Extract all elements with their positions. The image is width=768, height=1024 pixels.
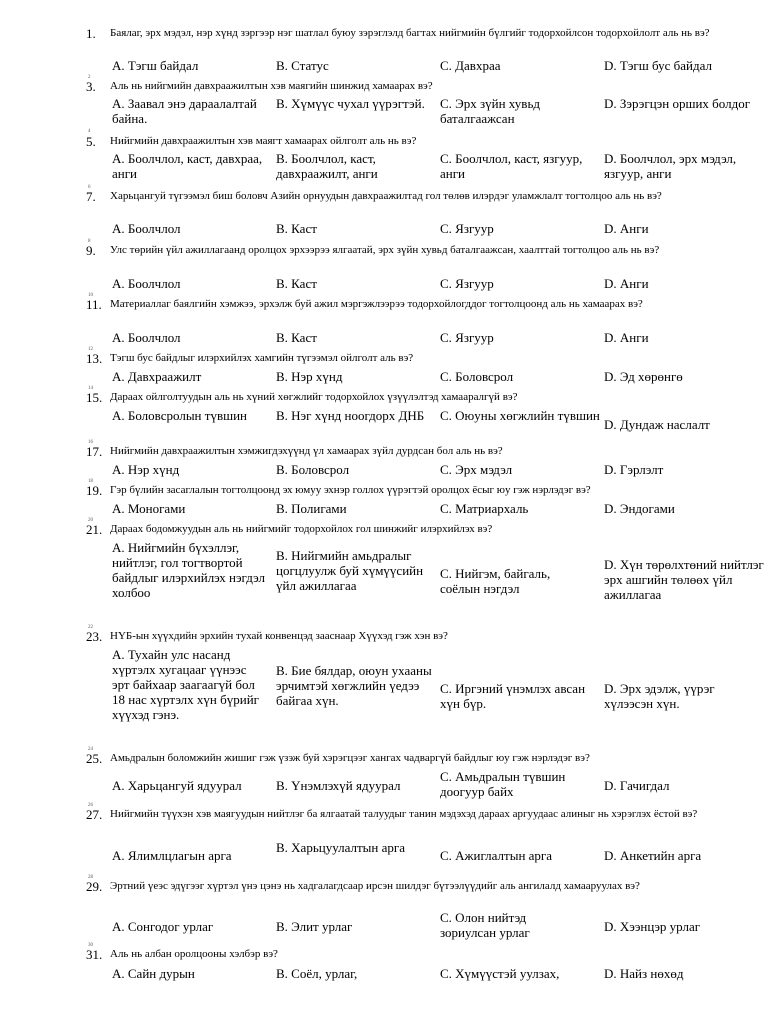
option-d[interactable]: D. Эрх эдэлж, үүрэг хүлээсэн хүн. xyxy=(604,681,715,711)
option-d[interactable]: D. Тэгш бус байдал xyxy=(604,58,712,73)
question-number: 27. xyxy=(86,807,103,822)
option-c[interactable]: C. Оюуны хөгжлийн түвшин xyxy=(440,408,600,423)
option-c[interactable]: C. Хүмүүстэй уулзах, xyxy=(440,966,560,981)
skipped-number: 4 xyxy=(88,129,91,134)
question-number: 25. xyxy=(86,751,103,766)
option-a[interactable]: A. Нэр хүнд xyxy=(112,462,180,477)
option-c[interactable]: C. Ажиглалтын арга xyxy=(440,848,553,863)
option-a[interactable]: A. Моногами xyxy=(112,501,186,516)
question-text: Нийгмийн давхраажилтын хэмжигдэхүүнд үл хамаарах зүйл дурдсан бол аль нь вэ? xyxy=(110,445,503,457)
skipped-number: 24 xyxy=(88,747,93,752)
option-a[interactable]: A. Сайн дурын xyxy=(112,966,195,981)
skipped-number: 8 xyxy=(88,239,91,244)
skipped-number: 16 xyxy=(88,440,93,445)
question-number: 11. xyxy=(86,297,102,312)
option-d[interactable]: D. Эд хөрөнгө xyxy=(604,369,683,384)
question-number: 19. xyxy=(86,483,103,498)
question-number: 1. xyxy=(86,26,96,41)
skipped-number: 12 xyxy=(88,347,93,352)
question-number: 23. xyxy=(86,629,103,644)
question-text: Харьцангуй түгээмэл биш боловч Азийн орнуудын давхраажилтад гол төлөв илэрдэг уламжлалт тогтолцоо аль нь вэ? xyxy=(110,190,662,202)
option-b[interactable]: B. Нэг хүнд ноогдорх ДНБ xyxy=(276,408,425,423)
skipped-number: 28 xyxy=(88,875,93,880)
question-text: Нийгмийн түүхэн хэв маягуудын нийтлэг ба ялгаатай талуудыг танин мэдэхэд дараах аргуудаас алиныг нь хэрэглэх ёстой вэ? xyxy=(110,808,698,820)
question-text: Гэр бүлийн засаглалын тогтолцоонд эх юмуу эхнэр голлох үүрэгтэй оролцох ёсыг юу гэж нэрлэдэг вэ? xyxy=(110,484,591,496)
question-text: Аль нь албан оролцооны хэлбэр вэ? xyxy=(110,948,278,960)
question-number: 3. xyxy=(86,79,96,94)
option-d[interactable]: D. Гачигдал xyxy=(604,778,670,793)
option-c[interactable]: C. Язгуур xyxy=(440,330,494,345)
option-a[interactable]: A. Тухайн улс насанд хүртэлх хугацааг үүнээс эрт байхаар заагаагүй бол 18 нас хүртэлх хүн бүрийг хүүхэд гэнэ. xyxy=(112,647,259,722)
option-b[interactable]: B. Соёл, урлаг, xyxy=(276,966,358,981)
option-c[interactable]: C. Давхраа xyxy=(440,58,501,73)
option-c[interactable]: C. Язгуур xyxy=(440,221,494,236)
option-b[interactable]: B. Элит урлаг xyxy=(276,919,353,934)
option-d[interactable]: D. Анги xyxy=(604,330,649,345)
option-b[interactable]: B. Каст xyxy=(276,276,317,291)
option-a[interactable]: A. Давхраажилт xyxy=(112,369,202,384)
option-d[interactable]: D. Боолчлол, эрх мэдэл, язгуур, анги xyxy=(604,151,737,181)
skipped-number: 30 xyxy=(88,943,93,948)
option-b[interactable]: B. Полигами xyxy=(276,501,347,516)
skipped-number: 10 xyxy=(88,293,93,298)
option-a[interactable]: A. Сонгодог урлаг xyxy=(112,919,214,934)
question-number: 9. xyxy=(86,243,96,258)
question-number: 7. xyxy=(86,189,96,204)
option-c[interactable]: C. Язгуур xyxy=(440,276,494,291)
option-c[interactable]: C. Нийгэм, байгаль, соёлын нэгдэл xyxy=(440,566,551,596)
option-d[interactable]: D. Зэрэгцэн орших болдог xyxy=(604,96,751,111)
skipped-number: 2 xyxy=(88,75,91,80)
skipped-number: 18 xyxy=(88,479,93,484)
question-number: 5. xyxy=(86,134,96,149)
question-text: Амьдралын боломжийн жишиг гэж үзэж буй хэрэгцээг хангах чадваргүй байдлыг юу гэж нэрлэдэг вэ? xyxy=(110,752,590,764)
option-a[interactable]: A. Харьцангуй ядуурал xyxy=(112,778,242,793)
option-a[interactable]: A. Заавал энэ дараалалтай байна. xyxy=(112,96,257,126)
skipped-number: 6 xyxy=(88,185,91,190)
option-b[interactable]: B. Каст xyxy=(276,221,317,236)
option-b[interactable]: B. Каст xyxy=(276,330,317,345)
option-d[interactable]: D. Хээнцэр урлаг xyxy=(604,919,701,934)
question-number: 17. xyxy=(86,444,103,459)
option-a[interactable]: A. Нийгмийн бүхэллэг, нийтлэг, гол тогтвортой байдлыг илэрхийлэх нэгдэл холбоо xyxy=(112,540,265,600)
question-text: Аль нь нийгмийн давхраажилтын хэв маягийн шинжид хамаарах вэ? xyxy=(110,80,433,92)
question-text: НҮБ-ын хүүхдийн эрхийн тухай конвенцэд зааснаар Хүүхэд гэж хэн вэ? xyxy=(110,630,448,642)
option-b[interactable]: B. Харьцуулалтын арга xyxy=(276,840,405,855)
question-text: Дараах ойлголтуудын аль нь хүний хөгжлийг тодорхойлох үзүүлэлтэд хамааралгүй вэ? xyxy=(110,391,518,403)
option-c[interactable]: C. Эрх мэдэл xyxy=(440,462,513,477)
option-c[interactable]: C. Иргэний үнэмлэх авсан хүн бүр. xyxy=(440,681,586,711)
question-text: Баялаг, эрх мэдэл, нэр хүнд зэргээр нэг шатлал буюу зэрэглэлд багтах нийгмийн бүлгийг тодорхойлсон тодорхойлолт аль нь вэ? xyxy=(110,27,710,39)
option-c[interactable]: C. Матриархаль xyxy=(440,501,529,516)
option-c[interactable]: C. Олон нийтэд зориулсан урлаг xyxy=(440,910,530,940)
question-text: Эртний үеэс эдүгээг хүртэл үнэ цэнэ нь хадгалагдсаар ирсэн шилдэг бүтээлүүдийг аль ангилалд хамааруулах вэ? xyxy=(110,880,640,892)
option-c[interactable]: C. Боолчлол, каст, язгуур, анги xyxy=(440,151,583,181)
option-b[interactable]: B. Статус xyxy=(276,58,329,73)
option-c[interactable]: C. Эрх зүйн хувьд баталгаажсан xyxy=(440,96,540,126)
option-d[interactable]: D. Анги xyxy=(604,276,649,291)
option-c[interactable]: C. Амьдралын түвшин доогуур байх xyxy=(440,769,566,799)
option-a[interactable]: A. Ялимлцлагын арга xyxy=(112,848,232,863)
option-d[interactable]: D. Найз нөхөд xyxy=(604,966,684,981)
question-number: 15. xyxy=(86,390,103,405)
option-a[interactable]: A. Тэгш байдал xyxy=(112,58,199,73)
question-text: Нийгмийн давхраажилтын хэв маягт хамаарах ойлголт аль нь вэ? xyxy=(110,135,417,147)
skipped-number: 14 xyxy=(88,386,93,391)
option-a[interactable]: A. Боолчлол xyxy=(112,221,181,236)
option-d[interactable]: D. Анги xyxy=(604,221,649,236)
question-number: 21. xyxy=(86,522,103,537)
option-d[interactable]: D. Дундаж наслалт xyxy=(604,417,710,432)
question-text: Улс төрийн үйл ажиллагаанд оролцох эрхээрээ ялгаатай, эрх зүйн хувьд баталгаажсан, хаалттай тогтолцоо аль нь вэ? xyxy=(110,244,660,256)
option-a[interactable]: A. Боолчлол xyxy=(112,276,181,291)
question-number: 13. xyxy=(86,351,103,366)
skipped-number: 26 xyxy=(88,803,93,808)
question-text: Материаллаг баялгийн хэмжээ, эрхэлж буй ажил мэргэжлээрээ тодорхойлогддог тогтолцоонд аль нь хамаарах вэ? xyxy=(110,298,643,310)
option-b[interactable]: B. Боловсрол xyxy=(276,462,350,477)
skipped-number: 22 xyxy=(88,625,93,630)
option-b[interactable]: B. Боолчлол, каст, давхраажилт, анги xyxy=(276,151,378,181)
option-d[interactable]: D. Эндогами xyxy=(604,501,675,516)
option-c[interactable]: C. Боловсрол xyxy=(440,369,514,384)
option-a[interactable]: A. Боловсролын түвшин xyxy=(112,408,248,423)
skipped-number: 20 xyxy=(88,518,93,523)
question-text: Тэгш бус байдлыг илэрхийлэх хамгийн түгээмэл ойлголт аль вэ? xyxy=(110,352,414,364)
option-d[interactable]: D. Гэрлэлт xyxy=(604,462,664,477)
option-b[interactable]: B. Үнэмлэхүй ядуурал xyxy=(276,778,401,793)
option-d[interactable]: D. Хүн төрөлхтөний нийтлэг эрх ашгийн төлөөх үйл ажиллагаа xyxy=(604,557,764,602)
option-b[interactable]: B. Нийгмийн амьдралыг цогцлуулж буй хүмүүсийн үйл ажиллагаа xyxy=(276,548,424,593)
question-number: 31. xyxy=(86,947,103,962)
option-b[interactable]: B. Бие бялдар, оюун ухааны эрчимтэй хөгжлийн үедээ байгаа хүн. xyxy=(276,663,432,708)
option-b[interactable]: B. Нэр хүнд xyxy=(276,369,343,384)
option-a[interactable]: A. Боолчлол xyxy=(112,330,181,345)
option-b[interactable]: B. Хүмүүс чухал үүрэгтэй. xyxy=(276,96,425,111)
option-d[interactable]: D. Анкетийн арга xyxy=(604,848,702,863)
option-a[interactable]: A. Боолчлол, каст, давхраа, анги xyxy=(112,151,263,181)
question-number: 29. xyxy=(86,879,103,894)
question-text: Дараах бодомжуудын аль нь нийгмийг тодорхойлох гол шинжийг илэрхийлэх вэ? xyxy=(110,523,493,535)
